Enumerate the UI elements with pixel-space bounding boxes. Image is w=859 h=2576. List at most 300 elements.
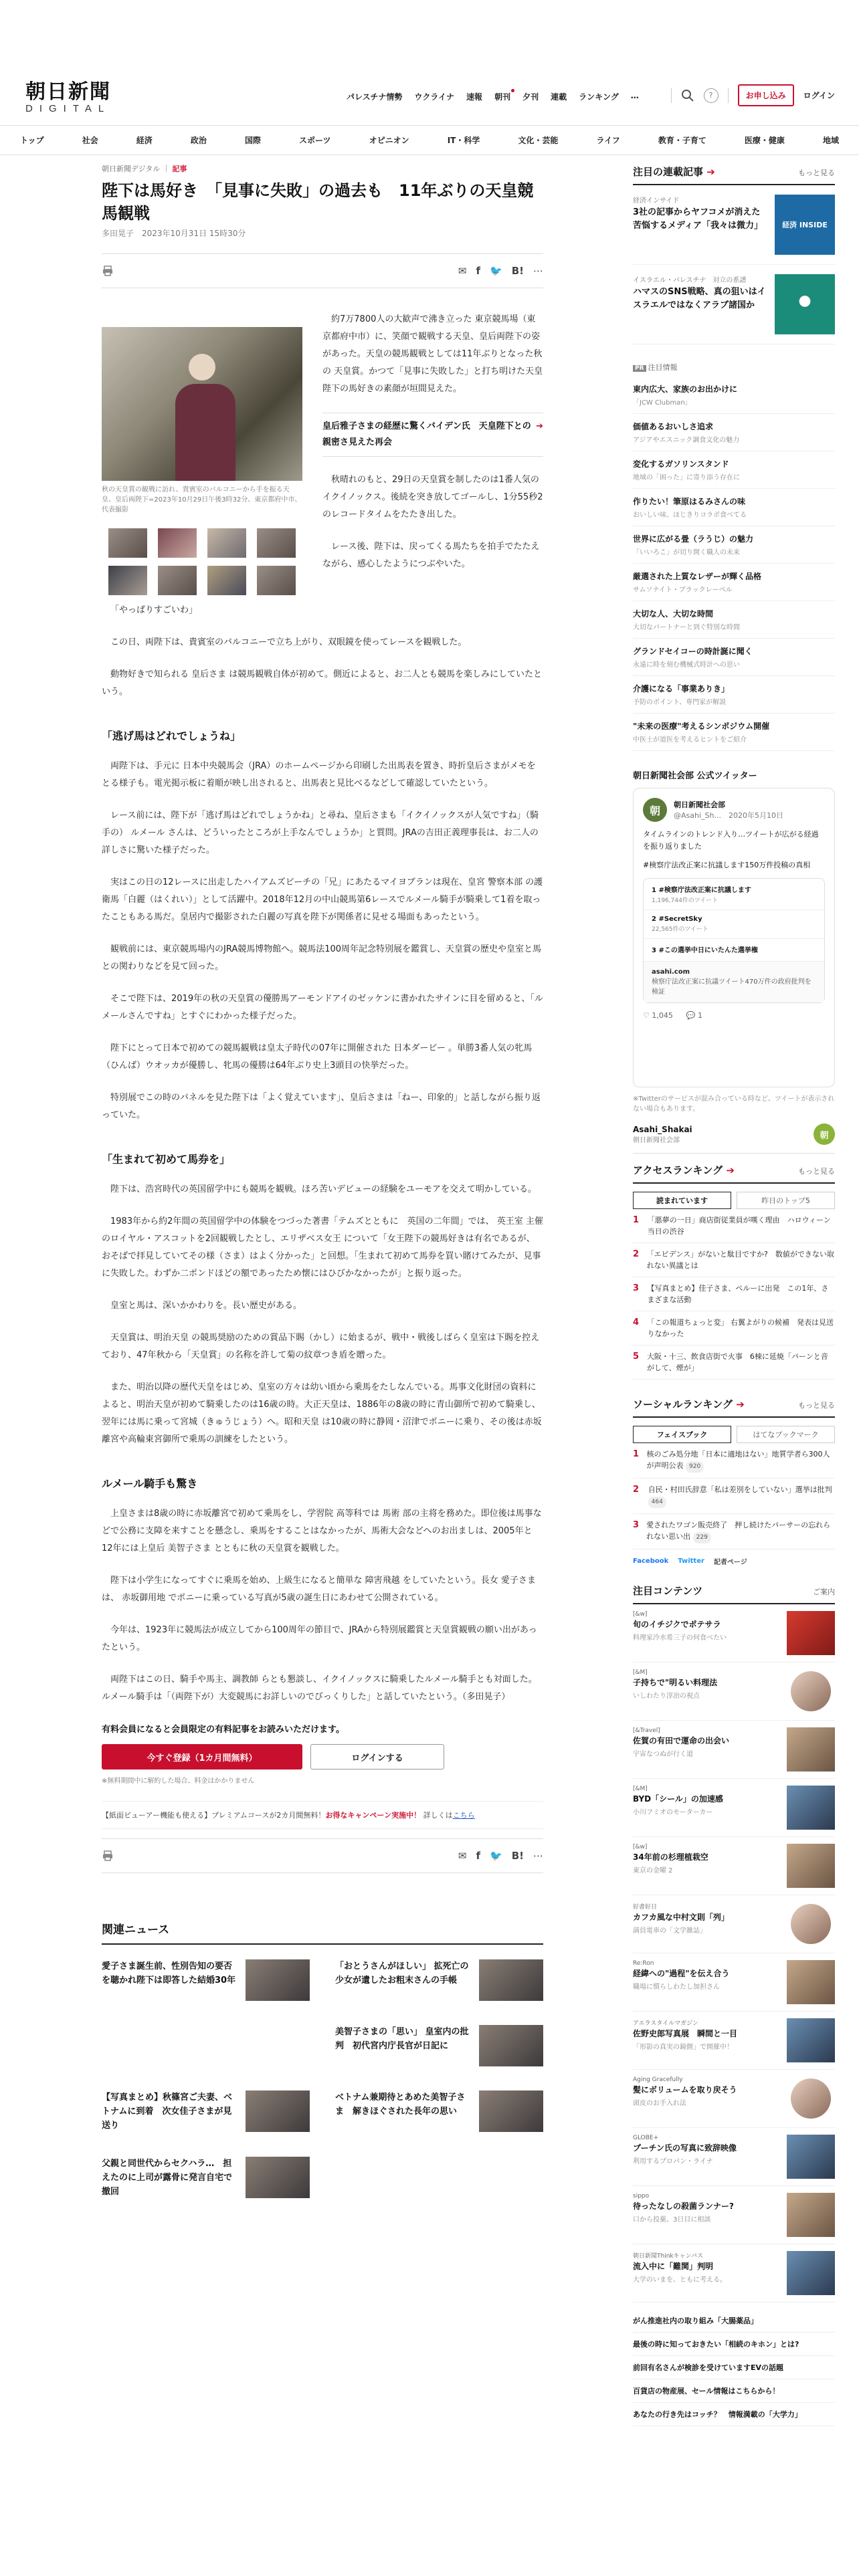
related-news-text: 愛子さま誕生前、性別告知の要否を聴かれ陛下は即答した結婚30年 [102, 1961, 236, 1985]
promo-banner [102, 1801, 543, 1829]
rank-number: 1 [633, 1215, 640, 1225]
related-news-thumb [479, 1959, 543, 2001]
top-nav-more[interactable]: … [630, 91, 639, 100]
attention-item[interactable] [633, 1604, 835, 1662]
article-byline: 多田晃子 2023年10月31日 15時30分 [102, 229, 246, 238]
ranking-text: 「この報道ちょっと変」 右翼よがりの候補 発表は見送りなかった [647, 1318, 834, 1338]
notice-item-image [775, 274, 835, 334]
access-ranking-title: アクセスランキング [633, 1164, 723, 1176]
pr-item-title: 東内広大、家族のお出かけに [633, 385, 738, 394]
attention-item-sub: 利用するプロパン・ライナ [633, 2158, 713, 2165]
attention-item-sub: 宇宙なつぬが行く道 [633, 1751, 693, 1758]
attention-item-title: 旬のイチジクでポテサラ [633, 1620, 721, 1629]
ranking-item[interactable] [633, 1209, 835, 1243]
pr-item-title: 厳選された上質なレザーが輝く品格 [633, 572, 762, 581]
social-ranking-tabs [633, 1426, 835, 1443]
more-icon[interactable]: ⋯ [533, 265, 543, 277]
cat-nav-item[interactable]: ライフ [596, 136, 620, 145]
pr-badge: PR [633, 365, 646, 372]
paragraph: レース後、陛下は、戻ってくる馬たちを拍手でたたえながら、感心したようにつぶやいた。 [322, 542, 540, 569]
trend-count: 1,196,744件のツイート [652, 897, 719, 904]
cat-nav-item[interactable]: 教育・子育て [658, 136, 706, 145]
promo-link[interactable]: こちら [452, 1811, 475, 1820]
pr-item-sub: 予防のポイント、専門家が解説 [633, 699, 727, 706]
attention-item-sub: 口から投薬、3日目に相談 [633, 2216, 711, 2224]
cat-nav-item[interactable]: IT・科学 [447, 136, 480, 145]
article-figure [102, 327, 302, 595]
attention-item-title: 髪にボリュームを取り戻そう [633, 2085, 737, 2095]
notice-item[interactable] [633, 185, 835, 265]
pr-item[interactable] [633, 414, 835, 451]
pr-item-title: 変化するガソリンスタンド [633, 459, 729, 469]
cat-nav-item[interactable]: トップ [20, 136, 44, 145]
section-heading: 「生まれて初めて馬券を」 [102, 1153, 231, 1166]
paragraph: 皇室と馬は、深いかかわりを。長い歴史がある。 [110, 1301, 302, 1311]
paragraph: また、明治以降の歴代天皇をはじめ、皇室の方々は幼い頃から乗馬をたしなんでいる。馬事文化財団の資料によると、明治天皇が初めて騎乗したのは16歳の時。大正天皇は、1886年の8歳の時に青山御所で初めて騎乗し、翌年には馬に乗って宮城（きゅうじょう）へ。昭和天皇 は10歳の時に静岡・沼津でポニーに乗り、その後は赤坂離宮や高輪東宮御所で乗馬の訓練をしたという。 [102, 1382, 542, 1444]
cat-nav-item[interactable]: 医療・健康 [744, 136, 785, 145]
attention-item-sub: 東京の金曜 2 [633, 1867, 673, 1874]
pr-item-title: 世界に広がる畳（ラうじ）の魅力 [633, 534, 754, 544]
attention-kicker: アエラスタイルマガジン [633, 2020, 698, 2027]
attention-thumb [787, 1786, 835, 1830]
attention-item-title: 流入中に「難関」判明 [633, 2262, 714, 2271]
attention-item-sub: 料理家冷水希三子の何食べたい [633, 1634, 727, 1642]
tweet-like[interactable]: ♡ 1,045 [643, 1011, 673, 1020]
attention-kicker: sippo [633, 2193, 650, 2199]
bottom-link[interactable]: 最後の時に知っておきたい「相続のキホン」とは? [633, 2333, 835, 2356]
more-link[interactable]: もっと見る [798, 1401, 835, 1410]
attention-item-title: 佐野史郎写真展 瞬間と一目 [633, 2029, 738, 2038]
notice-title: 注目の連載記事 [633, 166, 704, 178]
print-icon[interactable] [102, 265, 114, 277]
tweet-text-2: #検察庁法改正案に抗議します150万件投稿の真相 [643, 861, 811, 869]
ranking-text: 【写真まとめ】佳子さま、ペルーに出発 この1年、さまざまな活動 [647, 1284, 829, 1304]
attention-title: 注目コンテンツ [633, 1585, 703, 1597]
ranking-item[interactable] [633, 1311, 835, 1346]
attention-item[interactable] [633, 2012, 835, 2070]
paragraph: 今年は、1923年に競馬法が成立してから100周年の節目で、JRAから特別展鑑賞と天皇賞観戦の願い出があったという。 [102, 1625, 537, 1652]
attention-item[interactable] [633, 1662, 835, 1721]
bottom-links [633, 2309, 835, 2426]
twitter-embed [633, 788, 835, 1087]
paragraph: 動物好きで知られる 皇后さま は競馬観戦自体が初めて。側近によると、お二人とも競馬を楽しみにしていたという。 [102, 669, 543, 697]
related-news-thumb [246, 1959, 310, 2001]
ranking-item[interactable] [633, 1243, 835, 1277]
guide-link[interactable]: ご案内 [813, 1588, 835, 1596]
promo-text: 【紙面ビューアー機能も使える】プレミアムコースが2カ月間無料！ [102, 1811, 326, 1820]
facebook-icon[interactable]: f [476, 265, 481, 277]
rank-number: 2 [633, 1249, 640, 1259]
attention-kicker: Re:Ron [633, 1960, 654, 1967]
tab-facebook[interactable]: フェイスブック [633, 1426, 731, 1443]
tweet-card-domain: asahi.com [652, 968, 690, 976]
photo-thumb[interactable] [257, 528, 296, 558]
top-nav-item[interactable]: パレスチナ情勢 [347, 92, 403, 102]
paragraph: 「やっぱりすごいわ」 [110, 605, 198, 615]
top-nav-item[interactable]: 夕刊 [522, 92, 539, 102]
attention-kicker: [&M] [633, 1786, 648, 1792]
ranking-text: 「悪夢の一日」商店街従業員が嘆く理由 ハロウィーン当日の渋谷 [647, 1216, 831, 1236]
pr-item-title: "未来の医療"考えるシンポジウム開催 [633, 722, 770, 731]
photo-caption: 秋の天皇賞の観戦に訪れ、貴賓室のバルコニーから手を振る天皇、皇后両陛下=2023年10月29日午後3時32分、東京都府中市、代表撮影 [102, 486, 302, 514]
pr-item[interactable] [633, 377, 835, 414]
promo-text-post: 詳しくは [423, 1811, 453, 1820]
photo-thumb[interactable] [108, 566, 147, 595]
pr-item-sub: 永遠に時を刻む機械式時計への思い [633, 661, 740, 669]
cat-nav-item[interactable]: 地域 [822, 136, 839, 145]
paragraph: 天皇賞は、明治天皇 の競馬奨励のための賞品下賜（かし）に始まるが、戦中・戦後しばらく皇室は下賜を控えており、47年秋から「天皇賞」の名称を許して菊の紋章つき盾を贈った。 [102, 1333, 540, 1360]
related-news-item[interactable] [102, 1959, 310, 2001]
rank-number: 3 [633, 1283, 640, 1293]
paragraph: 特別展でこの時のパネルを見た陛下は「よく覚えています」、皇后さまは「ねー、印象的」と話しながら振り返っていた。 [102, 1093, 541, 1120]
more-link[interactable]: もっと見る [798, 1167, 835, 1176]
tab-yesterday-top5[interactable]: 昨日のトップ5 [737, 1192, 835, 1209]
twitter-account-name: Asahi_Shakai [633, 1124, 692, 1134]
pr-item-title: グランドセイコーの時計誕に聞く [633, 647, 753, 656]
mail-icon[interactable]: ✉ [458, 1850, 467, 1862]
subscribe-button[interactable]: お申し込み [738, 84, 794, 106]
top-nav-item[interactable]: ウクライナ [414, 92, 455, 102]
breadcrumb: 朝日新聞デジタル ｜ 記事 [102, 165, 187, 173]
paragraph: 1983年から約2年間の英国留学中の体験をつづった著書「テムズとともに 英国の二年間」では、 英王室 主催のロイヤル・アスコットを2回観戦したとし、エリザベス女王 について「女王陛下の競馬好きは有名であるが、おそばで拝見していてその様（さま）はよく分かった」と回想。「生まれて初めて馬券を買い賭けてみたが、見事に失敗した。わずか二ポンドほどの額であったため懐にはひびかなかったが」と振り返った。 [102, 1216, 543, 1279]
arrow-right-icon: ➔ [726, 1164, 735, 1176]
attention-thumb [787, 1727, 835, 1772]
cat-nav-item[interactable]: スポーツ [299, 136, 331, 145]
site-header [0, 0, 859, 145]
attention-kicker: Aging Gracefully [633, 2076, 683, 2083]
photo-thumb[interactable] [257, 566, 296, 595]
attention-thumb [791, 1671, 831, 1711]
top-nav-item[interactable]: ランキング [579, 92, 619, 102]
ranking-text: 核のごみ処分地「日本に適地はない」地質学者ら300人が声明公表 [646, 1450, 830, 1470]
related-news-thumb [246, 2090, 310, 2132]
related-news-item[interactable] [102, 2090, 310, 2133]
ranking-item[interactable] [633, 1346, 835, 1380]
pr-item[interactable] [633, 714, 835, 751]
attention-item[interactable] [633, 1837, 835, 1895]
notice-section-header [633, 165, 835, 185]
arrow-right-icon: ➔ [706, 166, 715, 178]
pr-item[interactable] [633, 489, 835, 526]
more-link[interactable]: もっと見る [798, 169, 835, 177]
attention-item[interactable] [633, 2070, 835, 2128]
pr-item-sub: 「JCW Clubman」 [633, 399, 692, 407]
trend-name: 3 #この選挙中日にいたんた選挙権 [652, 947, 758, 954]
photo-thumb[interactable] [207, 566, 246, 595]
article-toolbar [102, 253, 543, 288]
attention-thumb [787, 2193, 835, 2237]
twitter-account[interactable] [633, 1123, 835, 1154]
bottom-link[interactable]: 百貨店の物産展、セール情報はこちらから！ [633, 2379, 835, 2403]
related-news-thumb [246, 2157, 310, 2198]
twitter-heading: 朝日新聞社会部 公式ツイッター [633, 771, 757, 781]
paywall-title: 有料会員になると会員限定の有料記事をお読みいただけます。 [102, 1725, 345, 1735]
paragraph: 実はこの日の12レースに出走したハイアムズビーチの「兄」にあたるマイヨブランは現在、皇宮 警察本部 の護衛馬「白麗（はくれい）」として活躍中。2018年12月の中山競馬第6レースでルメール騎手が騎乗して1着を取ったこともある馬だ。皇居内で撮影された白麗の写真を陛下が関係者に見せる場面もあったという。 [102, 877, 543, 922]
pr-label [633, 362, 835, 377]
divider [728, 88, 729, 103]
cat-nav-item[interactable]: 文化・芸能 [518, 136, 559, 145]
related-news-thumb [479, 2090, 543, 2132]
attention-thumb [787, 1960, 835, 2004]
attention-item-title: カフカ風な中村文則「列」 [633, 1913, 729, 1922]
register-button[interactable]: 今すぐ登録（1カ月間無料） [102, 1744, 302, 1769]
pr-item[interactable] [633, 601, 835, 639]
ranking-item[interactable] [633, 1443, 835, 1479]
photo-thumb[interactable] [158, 566, 197, 595]
attention-item-title: 34年前の杉理植栽空 [633, 1852, 708, 1862]
attention-kicker: 朝日新聞Thinkキャンパス [633, 2253, 703, 2260]
attention-item-sub: 小川フミオのモーターカー [633, 1809, 713, 1816]
photo-thumb[interactable] [207, 528, 246, 558]
attention-kicker: 好書好日 [633, 1904, 658, 1911]
login-link[interactable]: ログイン [803, 91, 835, 100]
facebook-icon[interactable]: f [476, 1850, 481, 1862]
section-heading: 「逃げ馬はどれでしょうね」 [102, 730, 242, 742]
notice-item-title: ハマスのSNS戦略、真の狙いはイスラエルではなくアラブ諸国か [633, 287, 766, 310]
access-ranking-list [633, 1209, 835, 1380]
related-news-item[interactable] [335, 2025, 543, 2066]
logo-main: 朝日新聞 [25, 80, 111, 104]
ranking-item[interactable] [633, 1277, 835, 1311]
tweet-author-name: 朝日新聞社会部 [674, 800, 725, 809]
tweet-actions [643, 1011, 825, 1020]
attention-kicker: [&w] [633, 1844, 648, 1850]
attention-thumb [791, 1904, 831, 1944]
rank-number: 1 [633, 1449, 640, 1459]
help-icon[interactable]: ? [704, 88, 719, 103]
attention-item[interactable] [633, 1721, 835, 1779]
attention-thumb [787, 2135, 835, 2179]
cat-nav-item[interactable]: 国際 [244, 136, 261, 145]
paragraph: 両陛下はこの日、騎手や馬主、調教師 らとも懇談し、イクイノックスに騎乗したルメール騎手とも対面した。ルメール騎手は「（両陛下が）大変競馬にお詳しいのでびっくりした」と話していたという。（多田晃子） [102, 1675, 537, 1702]
paragraph: レース前には、陛下が「逃げ馬はどれでしょうかね」と尋ね、皇后さまも「イクイノックスが人気ですね」（騎手の） ルメール さんは、どういったところが上手なんでしょうか」と質問。JRAの吉田正義理事長は、お二人の詳しさに驚いた様子だった。 [102, 811, 539, 855]
trend-name: 1 #検察庁法改正案に抗議します [652, 887, 751, 894]
tweet-trend [644, 910, 824, 939]
bottom-link[interactable]: あなたの行き先はコッチ？ 情報満載の「大学力」 [633, 2403, 835, 2426]
share-buttons [458, 265, 543, 277]
search-icon[interactable] [681, 89, 694, 102]
paragraph: 上皇さまは8歳の時に赤坂離宮で初めて乗馬をし、学習院 高等科では 馬術 部の主将を務めた。即位後は馬事などで公務に支障を来すことを懸念し、乗馬をすることはなかったが、馬術大会などへのお出ましは、2005年と12年には上皇后 美智子さま とともに秋の天皇賞を観戦した。 [102, 1509, 542, 1553]
attention-item[interactable] [633, 2128, 835, 2186]
pr-item[interactable] [633, 564, 835, 601]
promo-highlight: お得なキャンペーン実施中！ [325, 1811, 421, 1820]
related-news-text: 父親と同世代からセクハラ… 担えたのに上司が露骨に発言自宅で撤回 [102, 2159, 233, 2197]
related-article-link[interactable] [322, 413, 543, 457]
attention-item-title: 佐賀の有田で運命の出会い [633, 1736, 730, 1745]
attention-item[interactable] [633, 2186, 835, 2244]
tweet-card[interactable] [643, 878, 825, 1003]
attention-thumb [787, 2251, 835, 2295]
main-photo[interactable] [102, 327, 302, 481]
attention-item[interactable] [633, 1953, 835, 2012]
hatena-bookmark-icon[interactable]: B! [511, 265, 524, 277]
pr-list [633, 377, 835, 751]
paragraph: 観戦前には、東京競馬場内のJRA競馬博物館へ。競馬法100周年記念特別展を鑑賞し、天皇賞の歴史や皇室と馬との関わりなどを見て回った。 [102, 944, 542, 972]
social-ranking-list [633, 1443, 835, 1549]
paragraph: 陛下は小学生になってすぐに乗馬を始め、上級生になると簡単な 障害飛越 をしていたという。長女 愛子さま は、 赤坂御用地 でポニーに乗っている写真が5歳の誕生日にあわせて公開されている。 [102, 1576, 536, 1603]
pr-item-sub: 大切なパートナーと到ぐ特別な時間 [633, 624, 740, 631]
related-news-item[interactable] [335, 1959, 543, 2001]
attention-item[interactable] [633, 1779, 835, 1837]
tab-hatena[interactable]: はてなブックマーク [737, 1426, 835, 1443]
pr-item[interactable] [633, 639, 835, 676]
pr-item[interactable] [633, 526, 835, 564]
twitter-account-sub: 朝日新聞社会部 [633, 1136, 680, 1144]
related-news-text: 【写真まとめ】秋篠宮ご夫妻、ベトナムに到着 次女佳子さまが見送り [102, 2092, 233, 2131]
attention-item[interactable] [633, 1895, 835, 1953]
article-title: 陛下は馬好き 「見事に失敗」の過去も 11年ぶりの天皇競馬観戦 [102, 181, 534, 223]
photo-thumb[interactable] [158, 528, 197, 558]
top-nav-item[interactable]: 朝刊 [494, 92, 511, 102]
cat-nav-item[interactable]: 政治 [190, 136, 207, 145]
twitter-icon[interactable]: 🐦 [490, 265, 502, 277]
pr-item-sub: おいしい味、ほじきりコラボ食べてる [633, 512, 747, 519]
paragraph: 両陛下は、手元に 日本中央競馬会（JRA）のホームページから印刷した出馬表を置き、時折皇后さまがメモをとる様子も。電光掲示板に着順が映し出されると、出馬表と見比べるなどして確認していたという。 [102, 761, 536, 788]
cat-nav-item[interactable]: 経済 [136, 136, 153, 145]
attention-list [633, 1604, 835, 2302]
rank-number: 3 [633, 1520, 640, 1530]
paragraph: 陛下は、浩宮時代の英国留学中にも競馬を観戦。ほろ苦いデビューの経験をユーモアを交えて明かしている。 [110, 1184, 537, 1194]
article-toolbar-bottom [102, 1838, 543, 1873]
attention-kicker: [&w] [633, 1611, 648, 1618]
attention-item-sub: 大学のいまを、ともに考える。 [633, 2276, 727, 2284]
attention-item-sub: 満員電車の「文学雑誌」 [633, 1927, 706, 1935]
divider [671, 88, 672, 103]
pr-item-title: 大切な人、大切な時間 [633, 609, 714, 619]
ranking-item[interactable] [633, 1514, 835, 1549]
photo-thumb[interactable] [108, 528, 147, 558]
related-news-thumb [479, 2025, 543, 2066]
facebook-link[interactable]: Facebook [633, 1558, 669, 1565]
attention-item[interactable] [633, 2244, 835, 2302]
hatena-bookmark-icon[interactable]: B! [511, 1850, 524, 1862]
pr-item[interactable] [633, 676, 835, 714]
pr-item-sub: 「いいろこ」が切り開く職人の未来 [633, 549, 740, 556]
pr-item-sub: サムソナイト・ブラックレーベル [633, 586, 733, 594]
reporter-page-link[interactable]: 記者ページ [713, 1559, 747, 1566]
top-nav [347, 91, 639, 102]
rank-number: 5 [633, 1352, 640, 1362]
print-icon[interactable] [102, 1850, 114, 1862]
attention-item-sub: いしわたり淳治の視点 [633, 1693, 700, 1700]
more-icon[interactable]: ⋯ [533, 1850, 543, 1862]
attention-thumb [787, 1611, 835, 1655]
attention-header [633, 1584, 835, 1604]
access-ranking-tabs [633, 1192, 835, 1209]
tweet-trend [644, 879, 824, 910]
notice-item[interactable] [633, 265, 835, 344]
related-news-item[interactable] [335, 2090, 543, 2133]
attention-item-sub: 職場に慣らしわたし加担さん [633, 1983, 720, 1991]
notice-kicker: イスラエル・パレスチナ 対立の系譜 [633, 277, 747, 284]
tweet-trend [644, 939, 824, 962]
tweet-card-desc: 検察庁法改正案に抗議ツイート470万件の政府批判を検証 [652, 978, 812, 996]
paywall-login-button[interactable]: ログインする [310, 1744, 444, 1769]
attention-item-sub: 「形影の真実の鏡側」で開催中！ [633, 2044, 733, 2051]
cat-nav-item[interactable]: 社会 [82, 136, 98, 145]
attention-thumb [787, 2018, 835, 2062]
breadcrumb-section[interactable]: 記事 [172, 165, 187, 173]
top-nav-item[interactable]: 連載 [551, 92, 567, 102]
ranking-item[interactable] [633, 1479, 835, 1514]
article-body [102, 311, 543, 1706]
attention-thumb [791, 2078, 831, 2119]
breadcrumb-site[interactable]: 朝日新聞デジタル [102, 165, 161, 173]
top-nav-item[interactable]: 速報 [466, 92, 483, 102]
twitter-account-avatar: 朝 [814, 1123, 835, 1145]
section-heading: ルメール騎手も驚き [102, 1477, 198, 1490]
attention-item-sub: 頭皮のお手入れ法 [633, 2100, 686, 2107]
tweet-text: タイムラインのトレンド入り…ツイートが広がる経過を振り返りました [643, 830, 819, 851]
trend-name: 2 #SecretSky [652, 916, 702, 923]
pr-item-title: 介護になる「事業ありき」 [633, 684, 730, 693]
tweet-author[interactable] [674, 799, 783, 821]
ranking-text: 自民・村田氏辞意「私は差別をしていない」選挙は批判 [648, 1485, 832, 1494]
paywall [102, 1722, 543, 1785]
paywall-buttons [102, 1744, 543, 1769]
category-nav [0, 126, 859, 155]
twitter-icon[interactable]: 🐦 [490, 1850, 502, 1862]
attention-kicker: [&M] [633, 1669, 648, 1676]
attention-item-title: プーチン氏の写真に致辞映像 [633, 2143, 737, 2153]
article-column [102, 155, 543, 2199]
arrow-right-icon: ➔ [536, 421, 543, 431]
pr-item[interactable] [633, 451, 835, 489]
twitter-link[interactable]: Twitter [678, 1558, 704, 1565]
social-links [633, 1556, 835, 1566]
rank-number: 4 [633, 1317, 640, 1327]
ranking-text: 大阪・十三、飲食店街で火事 6棟に延焼「パーンと音がして、煙が」 [646, 1352, 828, 1372]
bottom-link[interactable]: 前回有名さんが検診を受けていますEVの話題 [633, 2356, 835, 2379]
tab-most-read[interactable]: 読まれています [633, 1192, 731, 1209]
related-news-item[interactable] [102, 2157, 310, 2199]
notice-kicker: 経済インサイド [633, 197, 680, 205]
cat-nav-item[interactable]: オピニオン [369, 136, 409, 145]
header-actions [671, 84, 835, 106]
twitter-note: ※Twitterのサービスが混み合っている時など、ツイートが表示されない場合もあります。 [633, 1095, 835, 1113]
trend-count: 22,565件のツイート [652, 926, 708, 933]
site-logo[interactable] [25, 75, 112, 114]
notice-item-title: 3社の記事からヤフコメが消えた 苦悩するメディア「我々は微力」 [633, 207, 769, 231]
attention-kicker: GLOBE+ [633, 2135, 659, 2141]
pr-item-title: 価値あるおいしさ追求 [633, 422, 714, 431]
photo-thumbnails [102, 528, 302, 595]
paragraph: 秋晴れのもと、29日の天皇賞を制したのは1番人気のイクイノックス。後続を突き放してゴールし、1分55秒2のレコードタイムをたたき出した。 [322, 475, 543, 520]
arrow-right-icon: ➔ [736, 1398, 745, 1410]
paragraph: そこで陛下は、2019年の秋の天皇賞の優勝馬アーモンドアイのゼッケンに書かれたサインに目を留めると、「ルメールさんですね」とすぐにわかった様子だった。 [102, 994, 543, 1021]
attention-item-title: BYD「シール」の加速感 [633, 1794, 723, 1804]
social-ranking-header [633, 1397, 835, 1418]
pr-item-sub: 地域の「困った」に寄り添う存在に [633, 474, 740, 481]
share-count: 920 [686, 1461, 704, 1473]
pr-label-text: 注目情報 [648, 363, 678, 372]
twitter-avatar[interactable]: 朝 [643, 798, 667, 822]
mail-icon[interactable]: ✉ [458, 265, 467, 277]
rank-number: 2 [633, 1485, 640, 1495]
ranking-text: 「エビデンス」がないと駄目ですか? 数値ができない取れない異議とは [646, 1250, 834, 1270]
bottom-link[interactable]: がん推進社内の取り組み「大腸薬品」 [633, 2309, 835, 2333]
social-ranking-title: ソーシャルランキング [633, 1398, 733, 1410]
related-news-item[interactable] [102, 2025, 310, 2066]
paragraph: この日、両陛下は、貴賓室のバルコニーで立ち上がり、双眼鏡を使ってレースを観戦した。 [110, 637, 467, 647]
attention-kicker: [&Travel] [633, 1727, 660, 1734]
related-link-text: 皇后雅子さまの経歴に驚くバイデン氏 天皇陛下との親密さ見えた再会 [322, 421, 531, 447]
tweet-reply[interactable]: 💬 1 [686, 1011, 703, 1020]
pr-item-sub: アジアやエスニック調食文化の魅力 [633, 437, 740, 444]
attention-item-title: 待ったなしの殺菌ランナー? [633, 2202, 734, 2211]
related-news-text: ベトナム兼期待とあめた美智子さま 解きほぐされた長年の思い [335, 2092, 466, 2117]
related-news-grid [102, 1959, 543, 2199]
